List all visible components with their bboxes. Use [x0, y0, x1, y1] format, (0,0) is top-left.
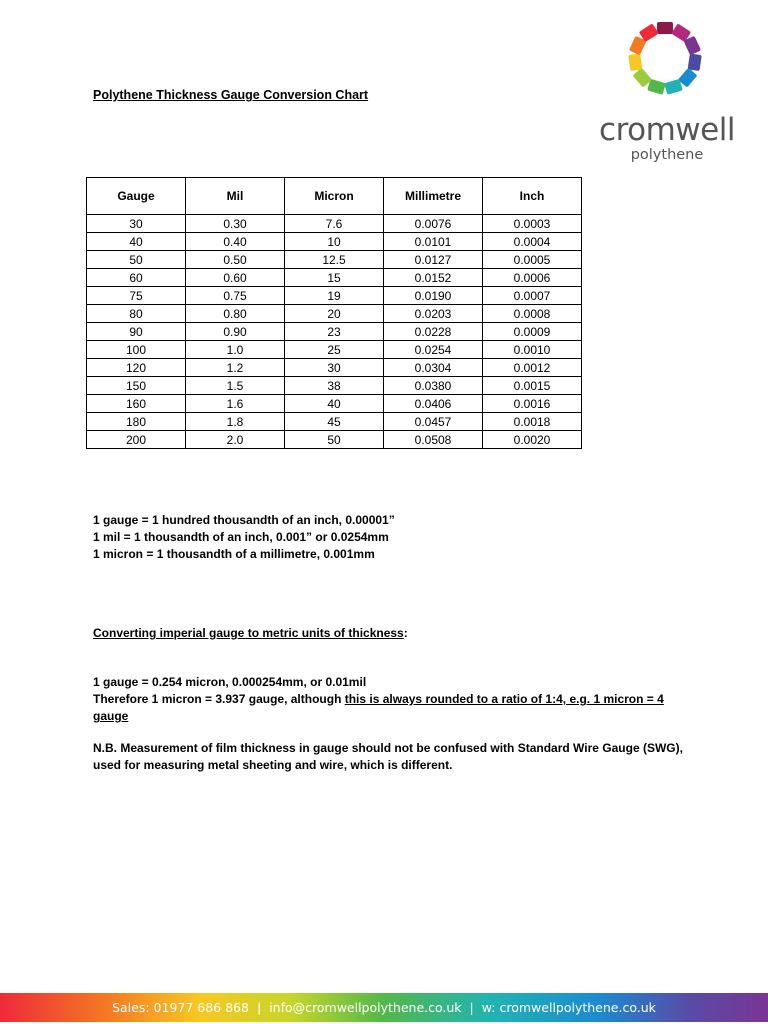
table-cell-mil: 0.30	[186, 215, 285, 233]
table-row	[87, 305, 582, 323]
table-row	[87, 431, 582, 449]
table-cell-inch: 0.0016	[483, 395, 582, 413]
table-cell-mil: 0.60	[186, 269, 285, 287]
table-row	[87, 413, 582, 431]
table-row	[87, 323, 582, 341]
footer-sales: Sales: 01977 686 868	[112, 1000, 249, 1015]
table-cell-mil: 0.40	[186, 233, 285, 251]
definition-micron: 1 micron = 1 thousandth of a millimetre, 0.001mm	[93, 547, 375, 561]
company-logo	[585, 14, 745, 164]
definitions	[93, 512, 395, 563]
table-cell-micron: 7.6	[285, 215, 384, 233]
table-cell-millimetre: 0.0254	[384, 341, 483, 359]
column-header-micron: Micron	[285, 178, 384, 215]
table-cell-gauge: 150	[87, 377, 186, 395]
table-cell-micron: 23	[285, 323, 384, 341]
table-cell-inch: 0.0020	[483, 431, 582, 449]
logo-petal	[628, 53, 642, 71]
table-row	[87, 377, 582, 395]
logo-brand-text: cromwell	[599, 112, 735, 148]
table-cell-mil: 0.80	[186, 305, 285, 323]
column-header-inch: Inch	[483, 178, 582, 215]
table-cell-millimetre: 0.0076	[384, 215, 483, 233]
table-header-row	[87, 178, 582, 215]
table-cell-mil: 1.5	[186, 377, 285, 395]
table-cell-millimetre: 0.0380	[384, 377, 483, 395]
table-cell-gauge: 120	[87, 359, 186, 377]
table-cell-inch: 0.0006	[483, 269, 582, 287]
table-cell-micron: 38	[285, 377, 384, 395]
conversion-text	[93, 674, 693, 725]
table-cell-gauge: 160	[87, 395, 186, 413]
logo-petal	[664, 79, 683, 95]
conversion-line-2	[93, 691, 693, 725]
logo-petal	[657, 22, 673, 34]
table-cell-inch: 0.0018	[483, 413, 582, 431]
table-cell-micron: 19	[285, 287, 384, 305]
table-row	[87, 251, 582, 269]
conversion-table	[86, 177, 582, 449]
table-row	[87, 287, 582, 305]
table-row	[87, 395, 582, 413]
table-cell-millimetre: 0.0203	[384, 305, 483, 323]
table-cell-mil: 0.90	[186, 323, 285, 341]
section-heading-text: Converting imperial gauge to metric units of thickness	[93, 626, 404, 640]
nb-note: N.B. Measurement of film thickness in gauge should not be confused with Standard Wire Gauge (SWG), used for measuring metal sheeting and wire, which is different.	[93, 741, 683, 772]
table-cell-mil: 2.0	[186, 431, 285, 449]
table-cell-mil: 1.6	[186, 395, 285, 413]
table-cell-inch: 0.0009	[483, 323, 582, 341]
table-cell-micron: 40	[285, 395, 384, 413]
flower-logo-icon	[622, 14, 708, 104]
footer-bar	[0, 993, 768, 1022]
table-cell-inch: 0.0005	[483, 251, 582, 269]
table-cell-millimetre: 0.0304	[384, 359, 483, 377]
table-row	[87, 341, 582, 359]
footer-separator: |	[256, 1000, 262, 1015]
table-cell-gauge: 75	[87, 287, 186, 305]
table-cell-gauge: 80	[87, 305, 186, 323]
table-cell-gauge: 90	[87, 323, 186, 341]
footer-website[interactable]: w: cromwellpolythene.co.uk	[481, 1000, 656, 1015]
table-row	[87, 359, 582, 377]
table-cell-micron: 20	[285, 305, 384, 323]
column-header-gauge: Gauge	[87, 178, 186, 215]
table-cell-gauge: 30	[87, 215, 186, 233]
table-cell-mil: 1.2	[186, 359, 285, 377]
table-cell-millimetre: 0.0127	[384, 251, 483, 269]
table-cell-micron: 10	[285, 233, 384, 251]
table-cell-millimetre: 0.0406	[384, 395, 483, 413]
table-cell-inch: 0.0010	[483, 341, 582, 359]
table-cell-millimetre: 0.0101	[384, 233, 483, 251]
table-cell-gauge: 200	[87, 431, 186, 449]
table-cell-micron: 50	[285, 431, 384, 449]
conversion-line-1: 1 gauge = 0.254 micron, 0.000254mm, or 0.01mil	[93, 675, 367, 689]
table-body	[87, 215, 582, 449]
table-cell-inch: 0.0003	[483, 215, 582, 233]
table-cell-millimetre: 0.0190	[384, 287, 483, 305]
table-cell-micron: 15	[285, 269, 384, 287]
table-cell-gauge: 60	[87, 269, 186, 287]
table-cell-millimetre: 0.0457	[384, 413, 483, 431]
table-cell-micron: 45	[285, 413, 384, 431]
table-cell-gauge: 100	[87, 341, 186, 359]
table-cell-micron: 25	[285, 341, 384, 359]
table-cell-inch: 0.0008	[483, 305, 582, 323]
logo-sub-text: polythene	[630, 147, 704, 163]
table-row	[87, 215, 582, 233]
conversion-line-2-prefix: Therefore 1 micron = 3.937 gauge, although	[93, 692, 345, 706]
definition-gauge: 1 gauge = 1 hundred thousandth of an inch, 0.00001”	[93, 513, 395, 527]
section-heading	[93, 626, 408, 640]
table-cell-inch: 0.0012	[483, 359, 582, 377]
table-cell-gauge: 50	[87, 251, 186, 269]
table-cell-millimetre: 0.0152	[384, 269, 483, 287]
table-cell-mil: 0.50	[186, 251, 285, 269]
table-cell-millimetre: 0.0228	[384, 323, 483, 341]
page-title: Polythene Thickness Gauge Conversion Chart	[93, 88, 369, 102]
footer-contact	[0, 993, 768, 1022]
table-cell-millimetre: 0.0508	[384, 431, 483, 449]
definition-mil: 1 mil = 1 thousandth of an inch, 0.001” or 0.0254mm	[93, 530, 389, 544]
footer-separator: |	[469, 1000, 474, 1015]
footer-email[interactable]: info@cromwellpolythene.co.uk	[269, 1000, 462, 1015]
section-heading-colon: :	[403, 626, 408, 640]
table-cell-inch: 0.0007	[483, 287, 582, 305]
table-cell-mil: 1.0	[186, 341, 285, 359]
logo-petal	[688, 53, 702, 71]
table-cell-mil: 1.8	[186, 413, 285, 431]
table-cell-inch: 0.0015	[483, 377, 582, 395]
table-cell-gauge: 180	[87, 413, 186, 431]
table-cell-inch: 0.0004	[483, 233, 582, 251]
conversion-line-2-ratio: this is always rounded to a ratio of 1:4, e.g. 1 micron = 4 gauge	[93, 692, 664, 723]
table-row	[87, 269, 582, 287]
table-cell-micron: 12.5	[285, 251, 384, 269]
column-header-mil: Mil	[186, 178, 285, 215]
table-cell-micron: 30	[285, 359, 384, 377]
column-header-millimetre: Millimetre	[384, 178, 483, 215]
table-cell-mil: 0.75	[186, 287, 285, 305]
table-row	[87, 233, 582, 251]
table-cell-gauge: 40	[87, 233, 186, 251]
